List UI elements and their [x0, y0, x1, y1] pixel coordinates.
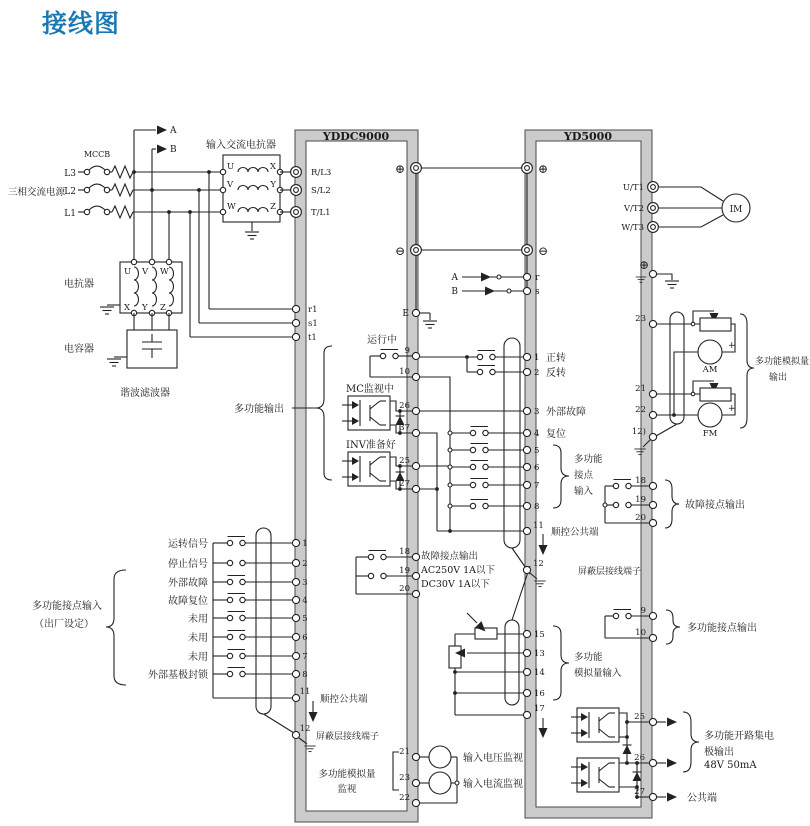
voltage-meter-icon: [429, 746, 451, 768]
converter-dc-minus-icon: ⊖: [394, 244, 406, 258]
tap-a-label: A: [170, 126, 177, 136]
terminal-r1: r1: [308, 305, 318, 315]
base-block-label: 外部基极封锁: [148, 670, 208, 681]
ctrl-a-label: A: [451, 273, 458, 283]
tap-b-label: B: [170, 145, 177, 155]
terminal-w-t3: W/T3: [621, 223, 644, 233]
tap-b: [152, 145, 177, 191]
mccb-label: MCCB: [83, 150, 111, 159]
filter-reactor-y: Y: [142, 303, 148, 313]
inv-term-8: 8: [534, 502, 540, 512]
forward-label: 正转: [546, 353, 566, 364]
motor-label: IM: [729, 205, 743, 215]
input-reactor-y: Y: [270, 180, 276, 190]
ext-fault-in-label: 外部故障: [168, 578, 208, 589]
running-label: 运行中: [367, 335, 397, 346]
inv-relay-label: 多功能接点输出: [687, 623, 757, 634]
conv-term-18: 18: [399, 547, 410, 557]
inv-term-14: 14: [534, 668, 545, 678]
inv-term-18: 18: [635, 476, 646, 486]
multi-input-label-3: 输入: [574, 486, 594, 497]
inv-term-5: 5: [534, 446, 540, 456]
inv-term-1: 1: [534, 353, 540, 363]
inv-term-19: 19: [635, 495, 646, 505]
terminal-t1: t1: [308, 333, 317, 343]
current-monitor-label: 输入电流监视: [463, 779, 523, 790]
terminal-s: s: [535, 287, 540, 297]
am-pot-icon: [700, 318, 731, 331]
capacitor-label: 电容器: [64, 344, 94, 355]
harmonic-filter: [64, 170, 182, 399]
current-meter-icon: [429, 772, 451, 794]
conv-term-3: 3: [302, 578, 308, 588]
page-title: 接线图: [42, 9, 121, 38]
conv-term-23: 23: [399, 773, 410, 783]
inv-term-7: 7: [534, 481, 540, 491]
analog-input-label-1: 多功能: [574, 652, 603, 663]
converter-input-brace: [106, 570, 126, 685]
mc-t1: 26: [399, 401, 410, 411]
monitor-label-2: 监视: [337, 784, 357, 795]
inv-t1: 25: [399, 456, 410, 466]
converter-dc-plus-icon: ⊕: [394, 162, 406, 176]
am-meter-icon: [698, 340, 722, 364]
fm-plus: +: [728, 404, 736, 414]
conv-term-4: 4: [302, 596, 308, 606]
analog-out-label-1: 多功能模拟量: [755, 357, 810, 367]
conv-fault-rating-ac: AC250V 1A以下: [421, 565, 496, 576]
ext-fault-label: 外部故障: [546, 407, 586, 418]
inv-ready-label: INV准备好: [346, 440, 396, 451]
conv-term-8: 8: [302, 670, 308, 680]
multi-input-label-2: 接点: [574, 470, 594, 481]
multi-input-label-1: 多功能: [574, 454, 603, 465]
analog-out-shield-capsule: [670, 312, 684, 424]
input-reactor-x: X: [269, 162, 276, 172]
input-reactor-v: V: [227, 180, 234, 190]
inv-term-13: 13: [534, 649, 545, 659]
phase-l2-label: L2: [64, 187, 76, 197]
fault-reset-label: 故障复位: [168, 596, 208, 607]
inverter-title: YD5000: [563, 130, 613, 143]
oc-out-label-1: 多功能开路集电: [704, 731, 774, 742]
unused-2-label: 未用: [188, 633, 208, 644]
conv-term-6: 6: [302, 633, 308, 643]
conv-term-5: 5: [302, 614, 308, 624]
run-signal-label: 运转信号: [168, 539, 208, 550]
inv-term-12: 12: [533, 559, 544, 569]
inv-term-22: 22: [635, 405, 646, 415]
inv-term-21: 21: [635, 384, 646, 394]
inv-fault-label: 故障接点输出: [685, 500, 745, 511]
inv-term-4: 4: [534, 429, 540, 439]
terminal-s-l2: S/L2: [311, 186, 331, 196]
terminal-r-l3: R/L3: [311, 168, 332, 178]
inverter-dc-minus-icon: ⊖: [537, 244, 549, 258]
terminal-t-l1: T/L1: [311, 208, 331, 218]
conv-term-21: 21: [399, 747, 410, 757]
filter-reactor-label: 电抗器: [64, 279, 94, 290]
filter-reactor-z: Z: [160, 303, 166, 313]
running-t2: 10: [399, 367, 410, 377]
inv-term-12p: 12): [631, 427, 646, 437]
inv-term-3: 3: [534, 407, 540, 417]
oc-out-label-3: 48V 50mA: [704, 760, 757, 771]
input-shield-capsule: [504, 338, 520, 548]
inv-term-17: 17: [534, 704, 545, 714]
conv-term-1: 1: [302, 539, 308, 549]
reset-label: 复位: [546, 429, 566, 440]
analog-shield-capsule: [505, 620, 519, 705]
filter-reactor-x: X: [124, 303, 131, 313]
conv-fault-rating-dc: DC30V 1A以下: [421, 579, 490, 590]
converter-input-shield-capsule: [256, 528, 271, 714]
inverter-earth-ground-icon: [665, 281, 679, 288]
analog-out-label-2: 输出: [769, 373, 788, 383]
inv-relay-brace: [666, 610, 680, 644]
inv-term-23: 23: [635, 314, 646, 324]
inv-term-16: 16: [534, 689, 545, 699]
analog-out-brace: [740, 314, 754, 428]
inv-common-label: 顺控公共端: [551, 527, 599, 538]
converter-input-group-1: 多功能接点输入: [32, 601, 102, 612]
oc-out-brace: [683, 712, 699, 772]
am-plus: +: [728, 341, 736, 351]
analog-input-label-2: 模拟量输入: [574, 668, 622, 679]
inv-term-20: 20: [635, 513, 646, 523]
fm-pot-icon: [700, 388, 731, 401]
conv-common-label: 顺控公共端: [320, 694, 368, 705]
inv-term-15: 15: [534, 630, 545, 640]
inv-term-2: 2: [534, 368, 540, 378]
unused-3-label: 未用: [188, 652, 208, 663]
multi-output-label: 多功能输出: [234, 404, 284, 415]
converter-earth-ground-icon: [423, 321, 437, 328]
inv-term-9: 9: [640, 606, 646, 616]
converter-input-group-2: （出厂设定）: [34, 619, 94, 630]
fm-label: FM: [702, 429, 718, 439]
inv-term-25: 25: [634, 712, 645, 722]
inv-term-26: 26: [634, 753, 645, 763]
am-label: AM: [702, 365, 718, 375]
terminal-v-t2: V/T2: [623, 204, 644, 214]
mccb-breaker-l3: [78, 166, 223, 178]
input-reactor-u: U: [227, 162, 235, 172]
inv-fault-brace: [665, 480, 679, 528]
conv-term-19: 19: [399, 566, 410, 576]
running-t1: 9: [404, 346, 410, 356]
inv-term-11: 11: [533, 521, 544, 531]
inv-t2: 27: [399, 479, 410, 489]
terminal-u-t1: U/T1: [622, 183, 644, 193]
conv-term-12: 12: [299, 724, 311, 734]
input-reactor-ground-icon: [245, 232, 259, 239]
input-reactor-label: 输入交流电抗器: [206, 140, 276, 151]
terminal-e: E: [402, 309, 409, 319]
conv-term-22: 22: [399, 793, 410, 803]
three-phase-input: [8, 126, 223, 220]
converter-title: YDDC9000: [322, 130, 390, 143]
harmonic-filter-label: 谐波滤波器: [120, 388, 170, 399]
inverter-analog-outputs: [632, 311, 809, 455]
input-reactor-z: Z: [270, 202, 276, 212]
ctrl-b-label: B: [451, 287, 458, 297]
inv-term-10: 10: [635, 628, 646, 638]
oc-common-label: 公共端: [687, 793, 717, 804]
source-label: 三相交流电源: [8, 187, 66, 198]
fm-meter-icon: [698, 403, 722, 427]
input-ac-reactor: [206, 138, 291, 239]
inv-shield-label: 屏蔽层接线端子: [578, 567, 642, 577]
inv-term-6: 6: [534, 463, 540, 473]
inverter-earth-icon: ⊕: [638, 258, 650, 272]
mc-t2: 37: [399, 423, 410, 433]
terminal-r: r: [535, 273, 540, 283]
conv-term-20: 20: [399, 584, 410, 594]
stop-signal-label: 停止信号: [168, 559, 208, 570]
filter-reactor-v: V: [142, 267, 149, 277]
reverse-label: 反转: [546, 368, 566, 379]
inv-term-27: 27: [634, 787, 645, 797]
mc-monitor-label: MC监视中: [346, 384, 394, 395]
conv-term-11: 11: [299, 687, 311, 697]
oc-out-label-2: 极输出: [704, 747, 734, 758]
mccb-breaker-l1: [78, 206, 223, 218]
filter-reactor-u: U: [124, 267, 132, 277]
conv-fault-label: 故障接点输出: [421, 551, 479, 562]
conv-term-7: 7: [302, 652, 308, 662]
conv-term-2: 2: [302, 559, 308, 569]
monitor-label-1: 多功能模拟量: [318, 769, 376, 780]
terminal-s1: s1: [308, 319, 318, 329]
inverter-dc-plus-icon: ⊕: [537, 162, 549, 176]
phase-l3-label: L3: [64, 169, 76, 179]
unused-1-label: 未用: [188, 614, 208, 625]
filter-reactor-w: W: [160, 267, 169, 277]
conv-shield-label: 屏蔽层接线端子: [316, 732, 380, 742]
capacitor-ground-icon: [107, 359, 121, 366]
filter-reactor-ground-icon: [100, 307, 114, 314]
voltage-monitor-label: 输入电压监视: [463, 753, 523, 764]
phase-l1-label: L1: [64, 209, 76, 219]
input-reactor-w: W: [227, 202, 236, 212]
